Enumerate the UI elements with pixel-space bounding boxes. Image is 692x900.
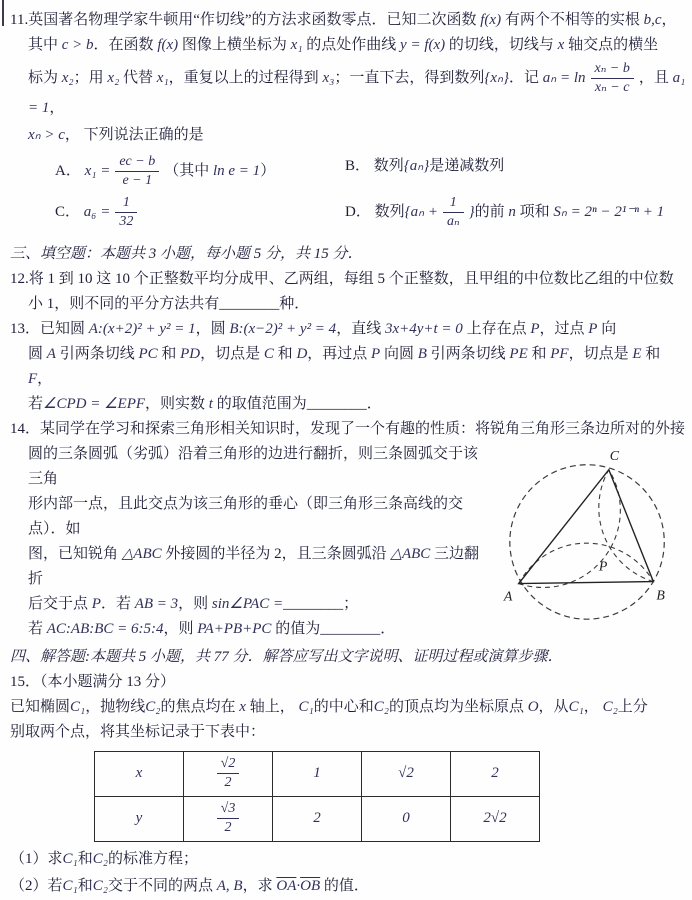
text-run: 向 — [597, 320, 617, 337]
math-text: x₃ — [322, 70, 335, 87]
text-run: ，圆 — [195, 320, 230, 337]
label-a: A — [503, 587, 513, 603]
math-text: ln e = 1 — [212, 163, 261, 180]
fill-in-section-heading: 三、填空题：本题共 3 小题，每小题 5 分，共 15 分． — [10, 245, 363, 262]
text-run: （2）若 — [10, 877, 63, 894]
text-run: 的取值范围为________． — [212, 395, 382, 412]
text-run: ， — [37, 370, 53, 387]
question-15-part-1 — [10, 846, 686, 873]
text-run: 标为 — [28, 70, 62, 87]
text-run: 三边翻折 — [28, 545, 480, 587]
label-c: C — [609, 447, 620, 463]
math-text: C₂ — [92, 877, 108, 894]
cell-y-3 — [362, 796, 451, 841]
math-text: PC — [138, 345, 158, 362]
math-text: 2 — [491, 765, 499, 782]
math-text: xₙ > c — [28, 127, 65, 144]
math-text: C₂ — [373, 698, 389, 715]
text-run: ；一直下去，得到数列 — [334, 70, 485, 87]
text-run: 后交于点 — [28, 595, 92, 612]
text-run: 和 — [157, 345, 181, 362]
fraction: $\frac{√2}{2}$ — [217, 756, 240, 791]
math-text: B:(x−2)² + y² = 4 — [229, 320, 337, 337]
cell-x-header — [95, 751, 184, 796]
text-run: 的值． — [320, 877, 369, 894]
text-run: A． — [55, 163, 85, 180]
math-text: P — [371, 345, 381, 362]
text-run: 的标准方程； — [108, 850, 199, 867]
scan-edge-artifact — [2, 0, 4, 26]
text-run: 的点处作曲线 — [302, 37, 401, 53]
question-15-title — [10, 670, 686, 695]
math-text: Sₙ = 2ⁿ − 2¹⁻ⁿ + 1 — [553, 204, 665, 221]
fraction: $\frac{\text{xₙ − b}}{\text{xₙ − c}}$ — [591, 61, 634, 96]
math-text: } — [468, 204, 475, 221]
question-13 — [10, 317, 686, 417]
question-14 — [10, 417, 686, 642]
text-run: 已知椭圆 — [10, 698, 71, 715]
triangle-circle-diagram — [496, 440, 686, 638]
text-run: B． 数列 — [345, 158, 404, 175]
text-run: 圆 — [28, 345, 47, 362]
cell-x-4 — [451, 751, 540, 796]
math-text: C — [263, 345, 274, 362]
text-run: 外接圆的半径为 2，且三条圆弧沿 — [161, 545, 391, 562]
text-run: 图像上横坐标为 — [178, 37, 291, 53]
text-run: 引两条切线 — [55, 345, 139, 362]
question-15-part-2 — [10, 873, 686, 900]
text-run: （其中 — [164, 163, 213, 180]
label-b: B — [656, 586, 665, 602]
text-run: ，且 — [638, 70, 673, 87]
question-13-line-2 — [10, 342, 686, 392]
math-text: {xₙ} — [484, 70, 509, 87]
fraction: $\frac{ec - b}{e - 1}$ — [115, 154, 159, 189]
fraction: $\frac{1}{\text{aₙ}}$ — [443, 195, 464, 230]
text-run: ，则 — [178, 595, 212, 612]
text-run: 13．已知圆 — [10, 320, 89, 337]
math-text: x — [557, 37, 565, 53]
text-run: ________； — [283, 595, 359, 612]
math-text: PF — [550, 345, 569, 362]
text-run: ，切点是 — [200, 345, 264, 362]
math-text: y — [135, 810, 143, 827]
math-text: P — [91, 595, 101, 612]
math-text: PA+PB+PC — [197, 620, 272, 637]
math-text: C₁ — [298, 698, 314, 715]
text-run: ．记 — [508, 70, 543, 87]
math-text: PE — [509, 345, 528, 362]
label-p: P — [598, 558, 608, 574]
math-text: b,c — [643, 12, 662, 28]
text-run: ，再过点 — [307, 345, 372, 362]
circumcircle-figure — [496, 440, 686, 638]
math-text: f(x) — [157, 37, 179, 53]
text-run: 上存在点 — [462, 320, 531, 337]
text-run: ，从 — [538, 698, 569, 715]
math-text: P — [530, 320, 540, 337]
math-text: C₁ — [70, 698, 86, 715]
text-run: 11.英国著名物理学家牛顿用“作切线”的方法求函数零点．已知二次函数 — [10, 12, 481, 28]
math-text: x — [239, 698, 246, 715]
math-text: 2√2 — [483, 810, 507, 827]
option-b — [345, 154, 686, 189]
question-11-line-4 — [10, 123, 686, 148]
triangle-abc — [519, 469, 654, 583]
question-15 — [10, 670, 686, 900]
circumcircle — [510, 464, 664, 618]
cell-x-2 — [273, 751, 362, 796]
math-text: A, B — [216, 877, 243, 894]
option-d — [345, 195, 686, 230]
text-run: 轴交点的横坐 — [564, 37, 659, 53]
option-a — [55, 154, 345, 189]
table-row-y — [95, 796, 540, 841]
question-11 — [10, 8, 686, 231]
math-text: C₁ — [62, 877, 78, 894]
option-c — [55, 195, 345, 230]
question-11-options — [10, 154, 686, 230]
math-text: C₂ — [92, 850, 108, 867]
math-text: c > b — [61, 37, 94, 53]
math-text: 1 — [313, 765, 321, 782]
math-text: C₁ — [568, 698, 584, 715]
cell-y-2 — [273, 796, 362, 841]
math-text: PD — [180, 345, 201, 362]
vector-text: $\overline{OB}$ — [300, 877, 321, 894]
math-text: C₂ — [602, 698, 618, 715]
text-run: 和 — [527, 345, 551, 362]
math-text: AC:AB:BC = 6:5:4 — [46, 620, 164, 637]
math-text: E — [632, 345, 642, 362]
question-11-line-3 — [10, 61, 686, 121]
text-run: 向圆 — [380, 345, 418, 362]
text-run: C． — [55, 204, 84, 221]
text-run: 圆的三条圆弧（劣弧）沿着三角形的边进行翻折，则三条圆弧交于该三角 — [28, 445, 479, 487]
text-run: 和 — [77, 850, 93, 867]
text-run: 图，已知锐角 — [28, 545, 122, 562]
text-run: 是递减数列 — [429, 158, 505, 175]
text-run: ，过点 — [539, 320, 589, 337]
math-text: △ABC — [390, 545, 431, 562]
question-13-line-1 — [10, 317, 686, 342]
text-run: ，则实数 — [145, 395, 209, 412]
math-text: x₁ = — [84, 163, 111, 180]
text-run: 的值为________． — [271, 620, 396, 637]
math-text: {aₙ} — [403, 158, 430, 175]
answer-section-heading: 四、解答题:本题共 5 小题，共 77 分．解答应写出文字说明、证明过程或演算步骤． — [10, 648, 563, 665]
cell-y-header — [95, 796, 184, 841]
math-text: sin∠PAC = — [211, 595, 284, 612]
question-12-line-2 — [10, 292, 686, 317]
math-text: B — [417, 345, 427, 362]
math-text: C₁ — [62, 850, 78, 867]
q15-coordinates-table — [94, 751, 540, 842]
math-text: {aₙ + — [404, 204, 438, 221]
text-run: 若 — [28, 620, 47, 637]
text-run: 小 1，则不同的平分方法共有________种． — [28, 295, 310, 312]
math-text: A:(x+2)² + y² = 1 — [88, 320, 196, 337]
math-text: C₂ — [145, 698, 161, 715]
text-run: 15．（本小题满分 13 分） — [10, 673, 176, 690]
question-11-line-2 — [10, 33, 686, 58]
math-text: 3x+4y+t = 0 — [384, 320, 463, 337]
math-text: 2 — [313, 810, 321, 827]
math-text: n — [508, 204, 516, 221]
math-text: ∠CPD = ∠EPF — [43, 395, 146, 412]
fraction: $\frac{1}{32}$ — [115, 195, 137, 230]
text-run: ．在函数 — [93, 37, 158, 53]
math-text: aₙ = ln — [542, 70, 586, 87]
text-run: ，求 — [242, 877, 277, 894]
math-text: f(x) — [480, 12, 502, 28]
text-run: 交于不同的两点 — [108, 877, 217, 894]
reflected-arc-ab — [519, 543, 654, 583]
table-row-x — [95, 751, 540, 796]
math-text: · — [296, 877, 301, 894]
text-run: 项和 — [515, 204, 554, 221]
text-run: ，切点是 — [568, 345, 633, 362]
text-run: 和 — [641, 345, 661, 362]
question-12-line-1 — [10, 267, 686, 292]
math-text: √2 — [398, 765, 414, 782]
text-run: 的切线，切线与 — [445, 37, 558, 53]
text-run: 形内部一点，且此交点为该三角形的垂心（即三角形三条高线的交点）．如 — [28, 495, 464, 537]
text-run: 其中 — [28, 37, 62, 53]
text-run: （1）求 — [10, 850, 63, 867]
math-text: t — [208, 395, 213, 412]
cell-x-3 — [362, 751, 451, 796]
text-run: ；用 — [73, 70, 108, 87]
math-text: A — [46, 345, 56, 362]
math-text: x₁ — [290, 37, 303, 53]
question-15-intro-1 — [10, 695, 686, 720]
text-run: 引两条切线 — [426, 345, 510, 362]
text-run: 的前 — [474, 204, 509, 221]
math-text: x₁ — [156, 70, 169, 87]
text-run: 的焦点均在 — [160, 698, 240, 715]
math-text: x — [135, 765, 143, 782]
question-13-line-3 — [10, 392, 686, 417]
text-run: ，抛物线 — [85, 698, 146, 715]
text-run: 轴上， — [245, 698, 299, 715]
math-text: x₂ — [61, 70, 74, 87]
question-12 — [10, 267, 686, 317]
text-run: 的顶点均为坐标原点 — [388, 698, 528, 715]
text-run: ．若 — [100, 595, 135, 612]
cell-x-1 — [184, 751, 273, 796]
question-15-parts — [10, 846, 686, 900]
text-run: 和 — [77, 877, 93, 894]
math-text: △ABC — [121, 545, 162, 562]
text-run: 上分 — [617, 698, 648, 715]
math-text: a₁ = 1 — [28, 70, 686, 117]
text-run: ， 下列说法正确的是 — [64, 127, 204, 144]
question-11-line-1 — [10, 8, 686, 33]
text-run: 有两个不相等的实根 — [501, 12, 644, 28]
text-run: ，重复以上的过程得到 — [168, 70, 323, 87]
vector-text: $\overline{OA}$ — [276, 877, 297, 894]
cell-y-1 — [184, 796, 273, 841]
math-text: F — [28, 370, 38, 387]
text-run: 14．某同学在学习和探索三角形相关知识时，发现了一个有趣的性质：将锐角三角形三条边所对的外接 — [10, 420, 686, 437]
text-run: 12.将 1 到 10 这 10 个正整数平均分成甲、乙两组，每组 5 个正整数，且甲组的中位数比乙组的中位数 — [10, 270, 674, 287]
text-run: ， — [49, 100, 65, 117]
math-text: a₆ = — [83, 204, 111, 221]
text-run: ，则 — [163, 620, 198, 637]
math-text: D — [296, 345, 308, 362]
question-14-line-1 — [10, 417, 686, 442]
math-text: P — [588, 320, 598, 337]
math-text: 0 — [402, 810, 410, 827]
text-run: 代替 — [119, 70, 157, 87]
text-run: ） — [260, 163, 276, 180]
cell-y-4 — [451, 796, 540, 841]
text-run: 和 — [273, 345, 297, 362]
fraction: $\frac{√3}{2}$ — [217, 801, 240, 836]
text-run: 若 — [28, 395, 44, 412]
math-text: y = f(x) — [400, 37, 446, 53]
text-run: 别取两个点，将其坐标记录于下表中： — [10, 723, 266, 740]
text-run: D． 数列 — [345, 204, 405, 221]
question-15-intro-2 — [10, 720, 686, 745]
text-run: 的中心和 — [313, 698, 374, 715]
math-text: x₂ — [107, 70, 120, 87]
math-text: O — [527, 698, 539, 715]
text-run: ， — [583, 698, 603, 715]
text-run: ，直线 — [336, 320, 385, 337]
math-text: AB = 3 — [134, 595, 179, 612]
text-run: ， — [661, 12, 677, 28]
